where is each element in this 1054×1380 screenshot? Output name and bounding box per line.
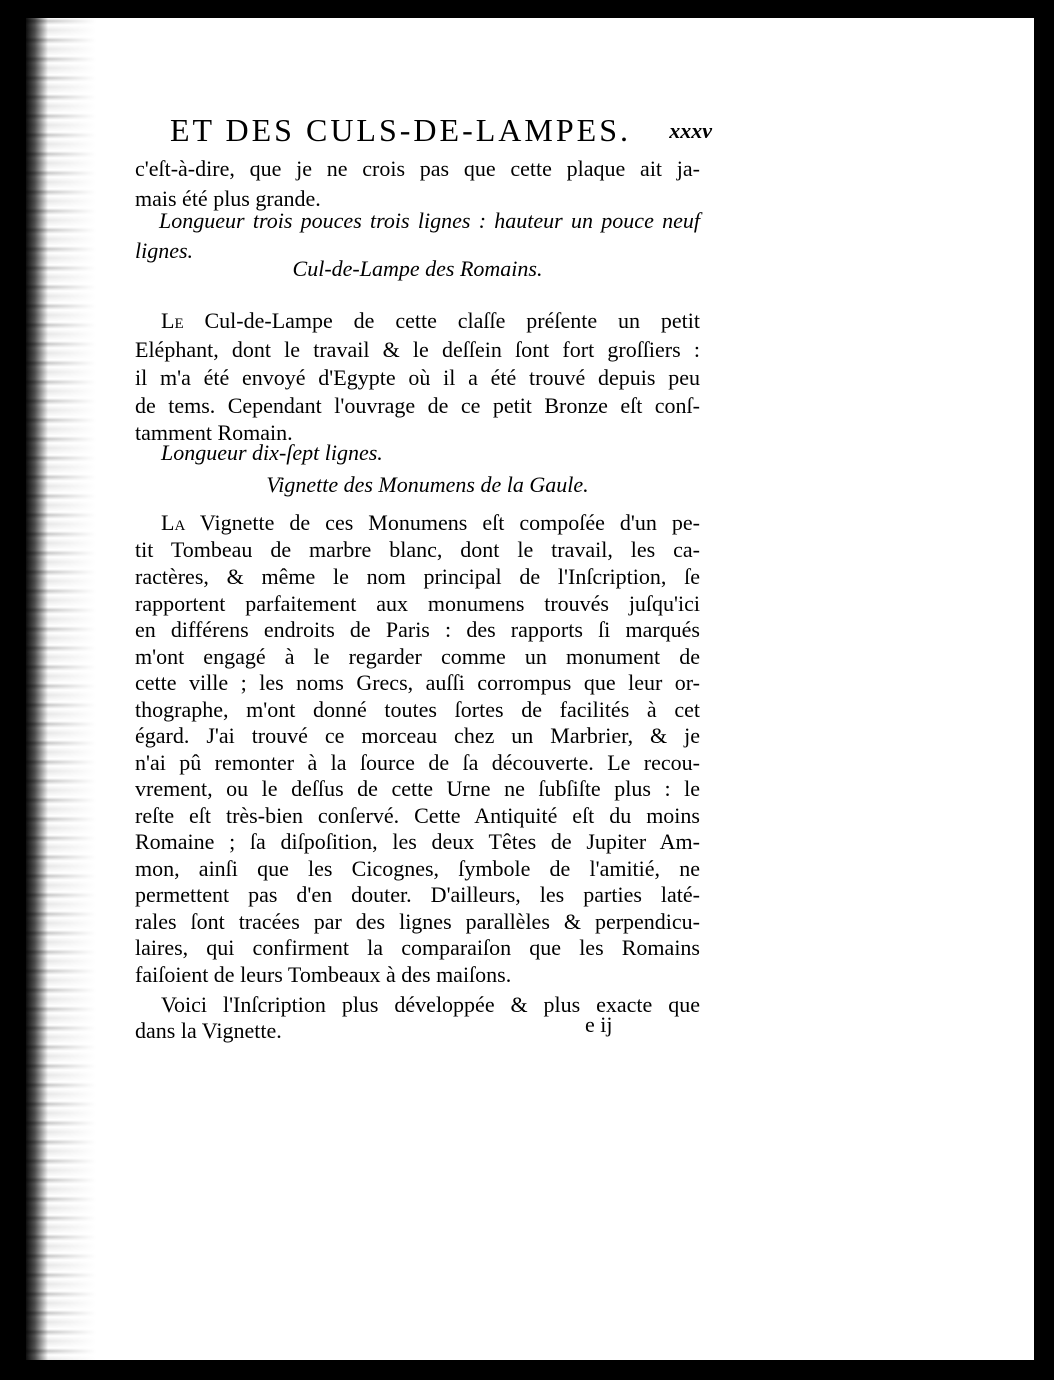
- text-span: Cul-de-Lampe de cette claſſe préſente un petit: [183, 308, 700, 333]
- measurement-line: Longueur dix-ſept lignes.: [161, 440, 383, 465]
- page-edge-texture: [26, 18, 96, 1360]
- section-heading-gaule: Vignette des Monumens de la Gaule.: [266, 472, 589, 497]
- text-line: dans la Vignette.: [135, 1018, 282, 1043]
- paragraph-first-line: [161, 308, 700, 334]
- text-line: rales ſont tracées par des lignes parallèles & perpendicu-: [135, 909, 700, 934]
- signature-mark: e ij: [585, 1012, 613, 1037]
- text-line: c'eſt-à-dire, que je ne crois pas que cette plaque ait ja-: [135, 156, 700, 181]
- text-line: tit Tombeau de marbre blanc, dont le travail, les ca-: [135, 537, 700, 562]
- paragraph-first-line: [161, 510, 700, 536]
- page-folio: xxxv: [669, 118, 712, 143]
- text-line: de tems. Cependant l'ouvrage de ce petit Bronze eſt conſ-: [135, 393, 700, 418]
- text-line: m'ont engagé à le regarder comme un monument de: [135, 644, 700, 669]
- text-line: tamment Romain.: [135, 420, 293, 445]
- text-line: Eléphant, dont le travail & le deſſein ſont fort groſſiers :: [135, 337, 700, 362]
- section-heading-romains: Cul-de-Lampe des Romains.: [292, 256, 543, 281]
- text-line: mais été plus grande.: [135, 186, 321, 211]
- text-line: cette ville ; les noms Grecs, auſſi corrompus que leur or-: [135, 670, 700, 695]
- text-line: Voici l'Inſcription plus développée & plus exacte que: [161, 992, 700, 1017]
- text-line: reſte eſt très-bien conſervé. Cette Antiquité eſt du moins: [135, 803, 700, 828]
- measurement-line: Longueur trois pouces trois lignes : hauteur un pouce neuf: [159, 208, 700, 233]
- text-line: il m'a été envoyé d'Egypte où il a été trouvé depuis peu: [135, 365, 700, 390]
- text-line: ractères, & même le nom principal de l'Inſcription, ſe: [135, 564, 700, 589]
- drop-word: Le: [161, 308, 184, 333]
- text-line: mon, ainſi que les Cicognes, ſymbole de l'amitié, ne: [135, 856, 700, 881]
- text-line: n'ai pû remonter à la ſource de ſa découverte. Le recou-: [135, 750, 700, 775]
- text-line: en différens endroits de Paris : des rapports ſi marqués: [135, 617, 700, 642]
- text-line: laires, qui confirment la comparaiſon que les Romains: [135, 935, 700, 960]
- text-line: rapportent parfaitement aux monumens trouvés juſqu'ici: [135, 591, 700, 616]
- text-line: Romaine ; ſa diſpoſition, les deux Têtes de Jupiter Am-: [135, 829, 700, 854]
- drop-word: La: [161, 510, 186, 535]
- text-line: permettent pas d'en douter. D'ailleurs, les parties laté-: [135, 882, 700, 907]
- text-line: faiſoient de leurs Tombeaux à des maiſons.: [135, 962, 512, 987]
- text-line: vrement, ou le deſſus de cette Urne ne ſubſiſte plus : le: [135, 776, 700, 801]
- text-line: thographe, m'ont donné toutes ſortes de facilités à cet: [135, 697, 700, 722]
- text-line: égard. J'ai trouvé ce morceau chez un Marbrier, & je: [135, 723, 700, 748]
- running-header: [170, 112, 710, 149]
- running-title: ET DES CULS-DE-LAMPES.: [170, 112, 631, 148]
- measurement-line: lignes.: [135, 238, 194, 263]
- text-span: Vignette de ces Monumens eſt compoſée d'un pe-: [185, 510, 700, 535]
